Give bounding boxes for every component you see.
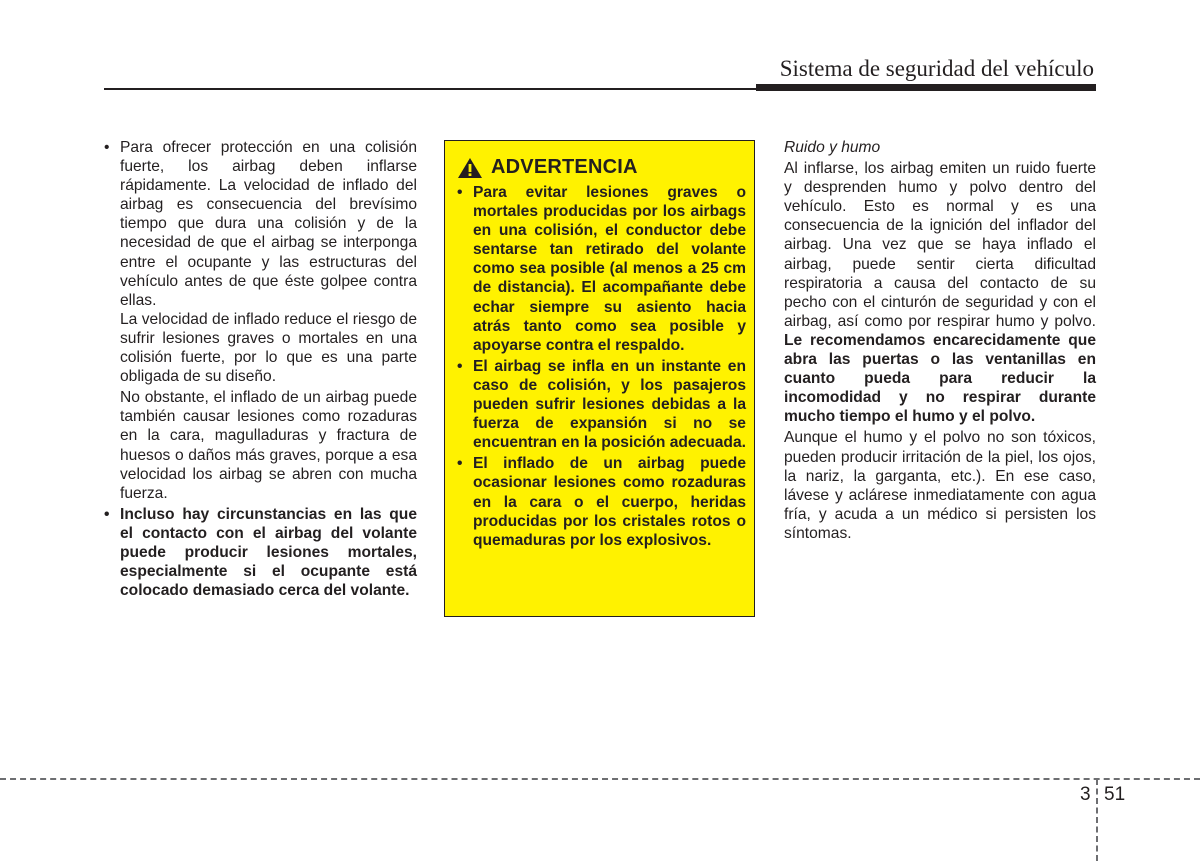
warning-item: • El airbag se infla en un instante en caso de colisión, y los pasajeros pueden sufrir lesiones debidas a la fuerza de expansión si no se encuentran en la posición adecuada. (456, 357, 746, 452)
warning-box (444, 140, 755, 617)
header-rule-thin (104, 88, 764, 90)
footer-dashed-rule (0, 778, 1200, 780)
paragraph-bold-text: Le recomendamos encarecidamente que abra las puertas o las ventanillas en cuanto pueda para reducir la incomodidad y no respirar durante mucho tiempo el humo y el polvo. (784, 331, 1096, 426)
paragraph (784, 159, 1096, 426)
paragraph-text: Al inflarse, los airbag emiten un ruido fuerte y desprenden humo y polvo dentro del vehículo. Esto es normal y es una consecuencia de la ignición del inflador del airbag. Una vez que se haya inflado el airbag, puede sentir cierta dificultad respiratoria a causa del contacto de su pecho con el cinturón de seguridad y con el airbag, así como por respirar humo y polvo. (784, 160, 1096, 330)
header-rule-thick (756, 84, 1096, 91)
page-header-title: Sistema de seguridad del vehículo (779, 56, 1094, 81)
right-column (784, 138, 1096, 543)
paragraph: La velocidad de inflado reduce el riesgo de sufrir lesiones graves o mortales en una colisión fuerte, por lo que es una parte obligada de su diseño. (120, 310, 417, 386)
warning-list (456, 183, 746, 552)
warning-triangle-icon (457, 157, 483, 179)
warning-title: ADVERTENCIA (491, 156, 638, 178)
left-column (103, 138, 417, 600)
warning-header (457, 156, 638, 179)
footer-dashed-divider (1096, 779, 1098, 861)
paragraph: Aunque el humo y el polvo no son tóxicos, pueden producir irritación de la piel, los ojos, la nariz, la garganta, etc.). En ese caso, lávese y aclárese inmediatamente con agua fría, y acuda a un médico si persisten los síntomas. (784, 429, 1096, 542)
warning-item: • El inflado de un airbag puede ocasionar lesiones como rozaduras en la cara o el cuerpo, heridas producidas por los cristales rotos o quemaduras por los explosivos. (456, 454, 746, 549)
warning-item: • Para evitar lesiones graves o mortales producidas por los airbags en una colisión, el conductor debe sentarse tan retirado del volante como sea posible (al menos a 25 cm de distancia). El acompañante debe echar siempre su asiento hacia atrás tanto como sea posible y apoyarse contra el respaldo. (456, 183, 746, 355)
list-item (103, 138, 417, 310)
paragraph: No obstante, el inflado de un airbag puede también causar lesiones como rozaduras en la cara, magulladuras y fractura de huesos o daños más graves, porque a esa velocidad los airbag se abren con mucha fuerza. (120, 389, 417, 502)
chapter-number: 3 (1080, 784, 1091, 805)
section-subheading: Ruido y humo (784, 139, 881, 156)
page-number: 51 (1104, 784, 1126, 805)
list-item (103, 505, 417, 600)
paragraph: Para ofrecer protección en una colisión fuerte, los airbag deben inflarse rápidamente. La velocidad de inflado del airbag es consecuencia del brevísimo tiempo que dura una colisión y de la necesidad de que el airbag se interponga entre el ocupante y las estructuras del vehículo antes de que éste golpee contra ellas. (120, 139, 417, 309)
paragraph: Incluso hay circunstancias en las que el contacto con el airbag del volante puede producir lesiones mortales, especialmente si el ocupante está colocado demasiado cerca del volante. (120, 505, 417, 600)
